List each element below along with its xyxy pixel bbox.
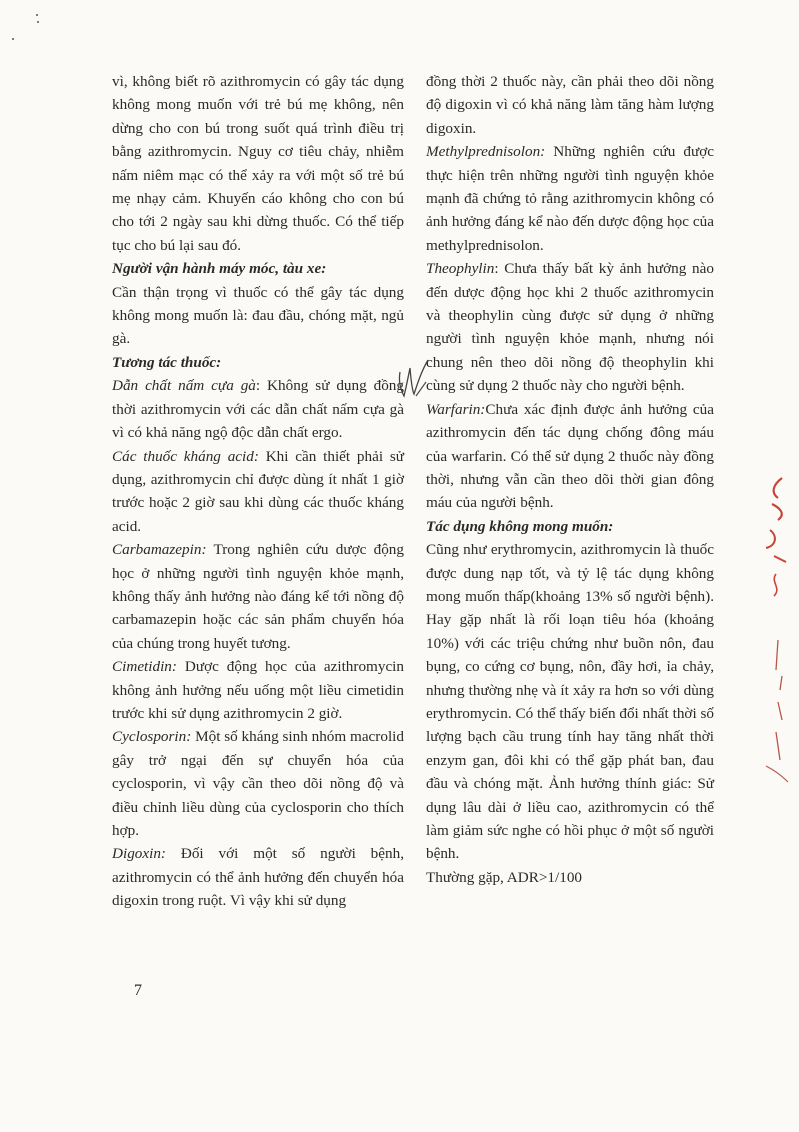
left-column [112,70,404,913]
item-text: Dược động học của azithromycin không ảnh hưởng nếu uống một liều cimetidin trước khi sử dụng azithromycin 2 giờ. [112,658,404,722]
margin-stamp-icon [752,470,799,810]
item-text: : Không sử dụng đồng thời azithromycin với các dẫn chất nấm cựa gà vì có khả năng ngộ độc dẫn chất ergo. [112,377,404,442]
interaction-item [426,140,714,257]
interaction-item [112,725,404,842]
section-heading: Tác dụng không mong muốn: [426,517,614,535]
paragraph: Thường gặp, ADR>1/100 [426,868,583,886]
item-term: Carbamazepin: [112,541,207,559]
paragraph: vì, không biết rõ azithromycin có gây tác dụng không mong muốn với trẻ bú mẹ không, nên dừng cho con bú trong suốt quá trình điều trị bằng azithromycin. Nguy cơ tiêu chảy, nhiễm nấm niêm mạc có thể xảy ra với một số trẻ bú mẹ nhạy cảm. Khuyến cáo không cho con bú cho tới 2 ngày sau khi dừng thuốc. Có thể tiếp tục cho bú lại sau đó. [112,73,404,254]
page-number: 7 [134,982,142,999]
paragraph: đồng thời 2 thuốc này, cần phải theo dõi nồng độ digoxin vì có khả năng làm tăng hàm lượng digoxin. [426,73,714,137]
interaction-item [112,842,404,912]
interaction-item [112,374,404,444]
item-term: Cimetidin: [112,658,177,676]
item-text: Một số kháng sinh nhóm macrolid gây trở ngại đến sự chuyển hóa của cyclosporin, vì vậy cần theo dõi nồng độ và điều chỉnh liều dùng của cyclosporin cho thích hợp. [112,728,404,839]
interaction-item [112,538,404,655]
item-term: Theophylin [426,260,495,278]
item-term: Dẫn chất nấm cựa gà [112,377,256,395]
handwritten-mark-icon [392,352,432,406]
section-heading: Người vận hành máy móc, tàu xe: [112,260,327,278]
scan-speck [12,38,14,40]
interaction-item [426,257,714,397]
item-text: Những nghiên cứu được thực hiện trên những người tình nguyện khỏe mạnh đã chứng tỏ rằng azithromycin không có ảnh hưởng đáng kể nào đến dược động học của methylprednisolon. [426,143,714,254]
interaction-item [112,655,404,725]
item-text: : Chưa thấy bất kỳ ảnh hưởng nào đến dược động học khi 2 thuốc azithromycin và theophylin cùng được sử dụng ở những người tình nguyện khỏe mạnh, nhưng nói chung nên theo dõi nồng độ theophylin khi cùng sử dụng 2 thuốc này cho người bệnh. [426,260,714,395]
item-text: Khi cần thiết phải sử dụng, azithromycin chỉ được dùng ít nhất 1 giờ trước hoặc 2 giờ sau khi dùng các thuốc kháng acid. [112,447,405,535]
section-heading: Tương tác thuốc: [112,353,222,371]
item-text: Trong nghiên cứu dược động học ở những người tình nguyện khỏe mạnh, không thấy ảnh hưởng nào đáng kể tới nồng độ carbamazepin hoặc các sản phẩm chuyển hóa của chúng trong huyết tương. [112,541,404,652]
item-term: Các thuốc kháng acid: [112,447,259,465]
paragraph: Cần thận trọng vì thuốc có thể gây tác dụng không mong muốn là: đau đầu, chóng mặt, ngủ gà. [112,283,404,348]
interaction-item [426,398,714,515]
interaction-item [112,445,404,539]
scan-speck [37,21,39,23]
item-text: Đối với một số người bệnh, azithromycin có thể ảnh hưởng đến chuyển hóa digoxin trong ruột. Vì vậy khi sử dụng [112,845,404,910]
item-term: Warfarin: [426,400,486,418]
item-term: Digoxin: [112,845,166,863]
item-term: Cyclosporin: [112,728,192,746]
paragraph: Cũng như erythromycin, azithromycin là thuốc được dung nạp tốt, và tỷ lệ tác dụng không mong muốn thấp(khoảng 13% số người bệnh). Hay gặp nhất là rối loạn tiêu hóa (khoảng 10%) với các triệu chứng như buồn nôn, đau bụng, co cứng cơ bụng, nôn, đầy hơi, ỉa chảy, nhưng thường nhẹ và ít xảy ra hơn so với dùng erythromycin. Có thể thấy biến đổi nhất thời số lượng bạch cầu trung tính hay tăng nhất thời enzym gan, đôi khi có thể gặp phát ban, đau đầu và chóng mặt. Ảnh hưởng thính giác: Sử dụng lâu dài ở liều cao, azithromycin có thể làm giảm sức nghe có hồi phục ở một số người bệnh. [426,541,714,863]
right-column [426,70,714,889]
item-term: Methylprednisolon: [426,143,546,161]
scan-speck [36,14,38,16]
item-text: Chưa xác định được ảnh hưởng của azithromycin đến tác dụng chống đông máu của warfarin. Có thể sử dụng 2 thuốc này đồng thời, nhưng vẫn cần theo dõi thời gian đông máu của người bệnh. [426,400,714,512]
